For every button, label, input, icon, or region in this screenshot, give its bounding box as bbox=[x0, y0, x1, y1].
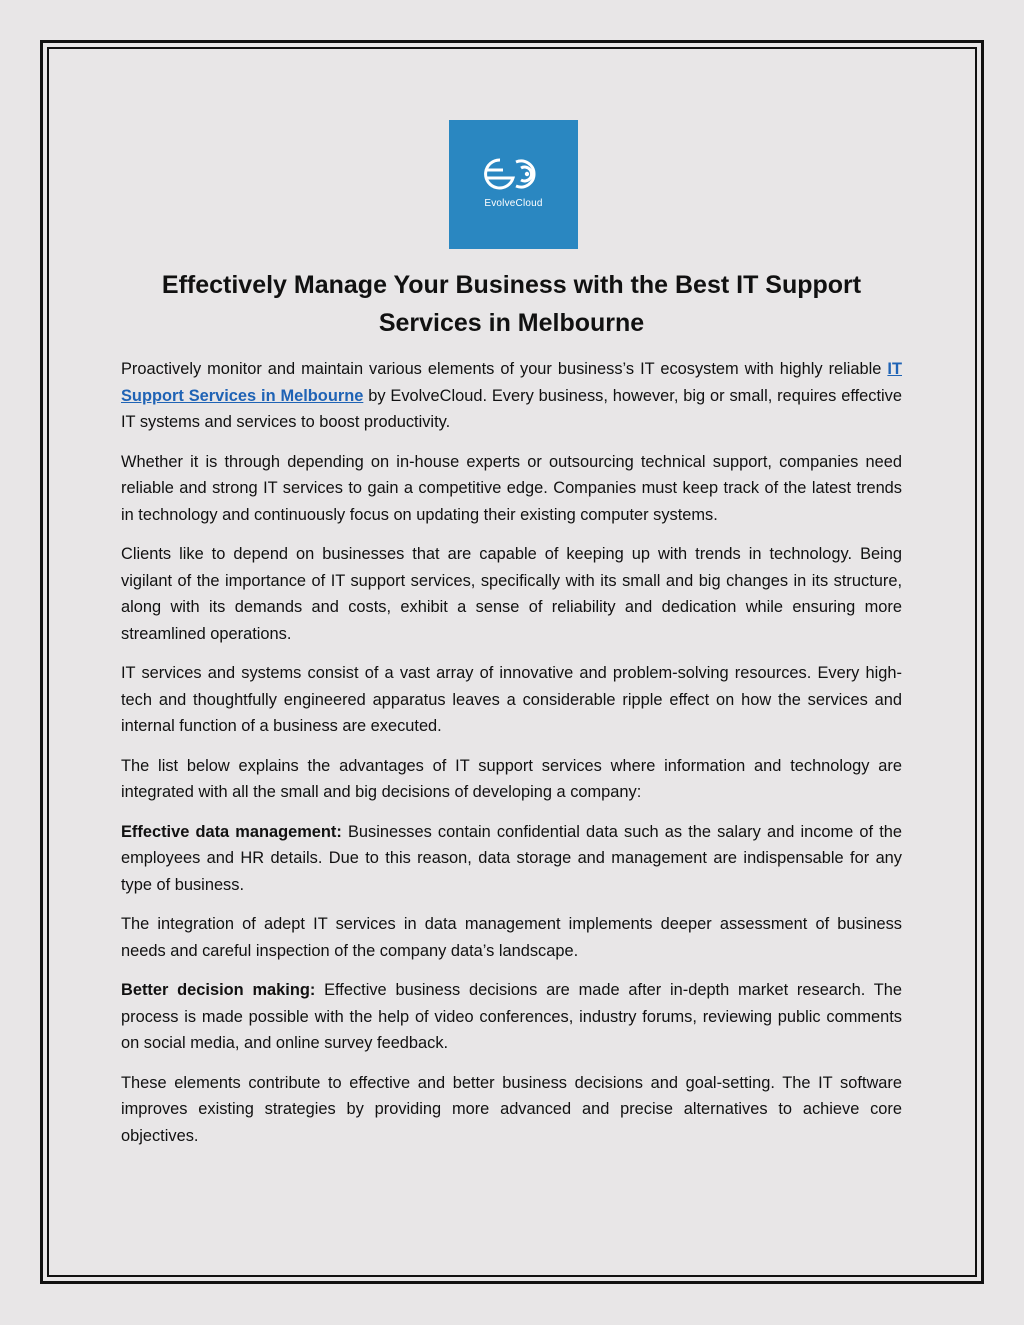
article-body bbox=[121, 356, 902, 1162]
paragraph: The list below explains the advantages of IT support services where information and technology are integrated with all the small and big decisions of developing a company: bbox=[121, 756, 902, 801]
paragraph-intro-before: Proactively monitor and maintain various elements of your business’s IT ecosystem with highly reliable bbox=[121, 360, 888, 378]
paragraph: These elements contribute to effective and better business decisions and goal-setting. The IT software improves existing strategies by providing more advanced and precise alternatives to achieve core objectives. bbox=[121, 1073, 902, 1145]
decision-making-heading: Better decision making: bbox=[121, 981, 316, 999]
it-support-link[interactable]: IT Support Services in Melbourne bbox=[121, 360, 902, 405]
paragraph: Clients like to depend on businesses that are capable of keeping up with trends in technology. Being vigilant of the importance of IT support services, specifically with its small and big changes in its structure, along with its demands and costs, exhibit a sense of reliability and dedication while ensuring more streamlined operations. bbox=[121, 545, 902, 643]
data-management-text: Businesses contain confidential data such as the salary and income of the employees and HR details. Due to this reason, data storage and management are indispensable for any type of business. bbox=[121, 822, 902, 894]
evolvecloud-logo-icon bbox=[483, 156, 544, 192]
paragraph: IT services and systems consist of a vast array of innovative and problem-solving resources. Every high-tech and thoughtfully engineered apparatus leaves a considerable ripple effect on how the services and internal function of a business are executed. bbox=[121, 664, 902, 735]
logo-label: EvolveCloud bbox=[484, 198, 543, 209]
decision-making-text: Effective business decisions are made after in-depth market research. The process is made possible with the help of video conferences, industry forums, reviewing public comments on social media, and online survey feedback. bbox=[121, 981, 902, 1052]
paragraph-data-management bbox=[121, 819, 902, 899]
page-title: Effectively Manage Your Business with the Best IT Support Services in Melbourne bbox=[161, 271, 862, 337]
paragraph: The integration of adept IT services in data management implements deeper assessment of business needs and careful inspection of the company data’s landscape. bbox=[121, 915, 902, 960]
paragraph: Whether it is through depending on in-house experts or outsourcing technical support, companies need reliable and strong IT services to gain a competitive edge. Companies must keep track of the latest trends in technology and continuously focus on updating their existing computer systems. bbox=[121, 452, 902, 524]
evolvecloud-logo bbox=[449, 120, 578, 249]
paragraph-intro-after: by EvolveCloud. Every business, however, big or small, requires effective IT systems and services to boost productivity. bbox=[121, 386, 902, 431]
paragraph-decision-making bbox=[121, 977, 902, 1057]
paragraph-intro bbox=[121, 356, 902, 436]
data-management-heading: Effective data management: bbox=[121, 822, 342, 841]
